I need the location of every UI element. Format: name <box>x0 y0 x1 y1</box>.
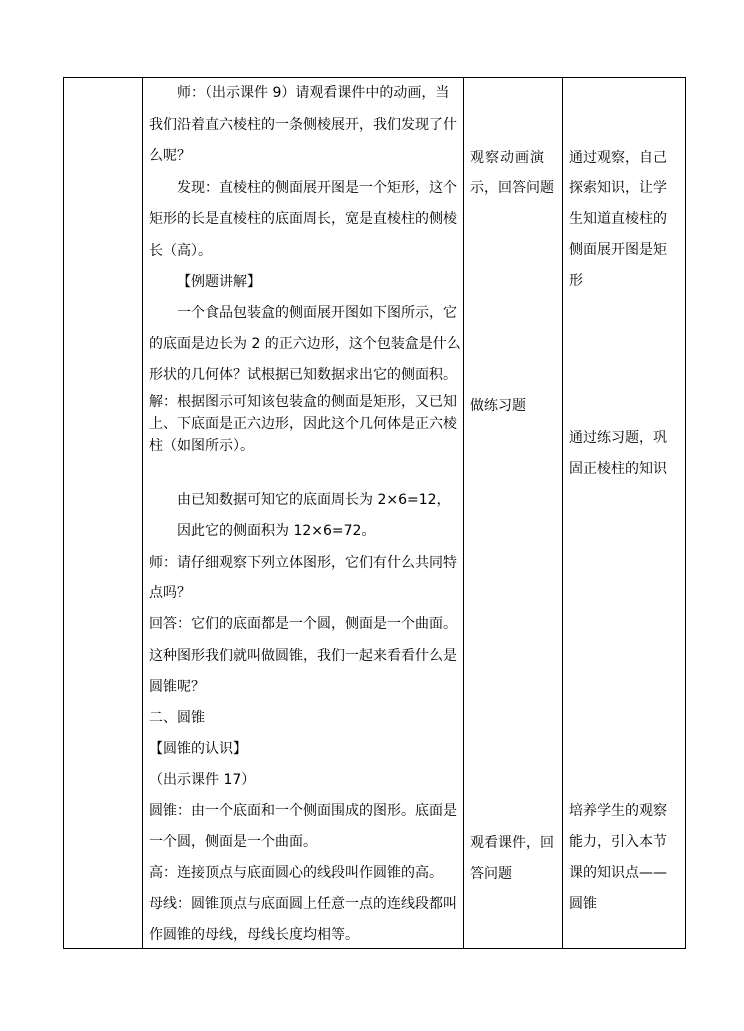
intent-line: 课的知识点—— <box>569 865 667 881</box>
intent-line: 固正棱柱的知识 <box>569 461 667 477</box>
content-line: 圆锥：由一个底面和一个侧面围成的图形。底面是 <box>149 803 457 819</box>
content-line: （出示课件 17） <box>149 772 256 788</box>
table-row <box>64 78 686 949</box>
content-line: 高：连接顶点与底面圆心的线段叫作圆锥的高。 <box>149 865 443 881</box>
intent-line: 能力，引入本节 <box>569 834 667 850</box>
content-line: 这种图形我们就叫做圆锥，我们一起来看看什么是 <box>149 648 457 664</box>
activity-line: 做练习题 <box>470 398 526 414</box>
content-line: 么呢？ <box>149 148 191 164</box>
content-line: 一个圆，侧面是一个曲面。 <box>149 834 317 850</box>
content-line: 师：（出示课件 9）请观看课件中的动画，当 <box>177 85 450 101</box>
content-line: 师：请仔细观察下列立体图形，它们有什么共同特 <box>149 555 457 571</box>
design-intent-cell <box>563 78 686 949</box>
content-line: 矩形的长是直棱柱的底面周长，宽是直棱柱的侧棱 <box>149 211 457 227</box>
intent-line: 圆锥 <box>569 896 597 912</box>
intent-line: 通过练习题，巩 <box>569 430 667 446</box>
content-line: 解：根据图示可知该包装盒的侧面是矩形，又已知 <box>149 394 457 410</box>
intent-line: 形 <box>569 273 583 289</box>
content-line: 的底面是边长为 2 的正六边形，这个包装盒是什么 <box>149 336 461 352</box>
intent-line: 侧面展开图是矩 <box>569 242 667 258</box>
teaching-content-cell <box>143 78 464 949</box>
content-line: 母线：圆锥顶点与底面圆上任意一点的连线段都叫 <box>149 896 457 912</box>
intent-line: 通过观察，自己 <box>569 150 667 166</box>
content-line: 因此它的侧面积为 12×6=72。 <box>177 523 376 539</box>
content-line: 点吗？ <box>149 585 191 601</box>
content-line: 形状的几何体？试根据已知数据求出它的侧面积。 <box>149 367 457 383</box>
intent-line: 探索知识，让学 <box>569 180 667 196</box>
content-line: 柱（如图所示）。 <box>149 438 254 454</box>
content-line: 圆锥呢？ <box>149 679 205 695</box>
section-heading: 【圆锥的认识】 <box>149 741 247 757</box>
content-line: 我们沿着直六棱柱的一条侧棱展开，我们发现了什 <box>149 117 457 133</box>
content-line: 回答：它们的底面都是一个圆，侧面是一个曲面。 <box>149 616 457 632</box>
content-line: 发现：直棱柱的侧面展开图是一个矩形，这个 <box>177 180 457 196</box>
section-heading: 二、圆锥 <box>149 710 205 726</box>
activity-line: 答问题 <box>470 866 512 882</box>
lesson-plan-table <box>63 77 686 949</box>
activity-line: 观察动画演 <box>470 150 545 166</box>
activity-line: 示，回答问题 <box>470 180 554 196</box>
content-line: 一个食品包装盒的侧面展开图如下图所示，它 <box>177 305 457 321</box>
content-line: 作圆锥的母线，母线长度均相等。 <box>149 927 359 943</box>
intent-line: 培养学生的观察 <box>569 803 667 819</box>
activity-line: 观看课件，回 <box>470 835 554 851</box>
content-line: 上、下底面是正六边形，因此这个几何体是正六棱 <box>149 416 457 432</box>
section-heading: 【例题讲解】 <box>177 274 261 290</box>
intent-line: 生知道直棱柱的 <box>569 211 667 227</box>
empty-first-column <box>64 78 143 949</box>
content-line: 由已知数据可知它的底面周长为 2×6=12， <box>177 492 451 508</box>
content-line: 长（高）。 <box>149 243 212 259</box>
student-activity-cell <box>464 78 563 949</box>
